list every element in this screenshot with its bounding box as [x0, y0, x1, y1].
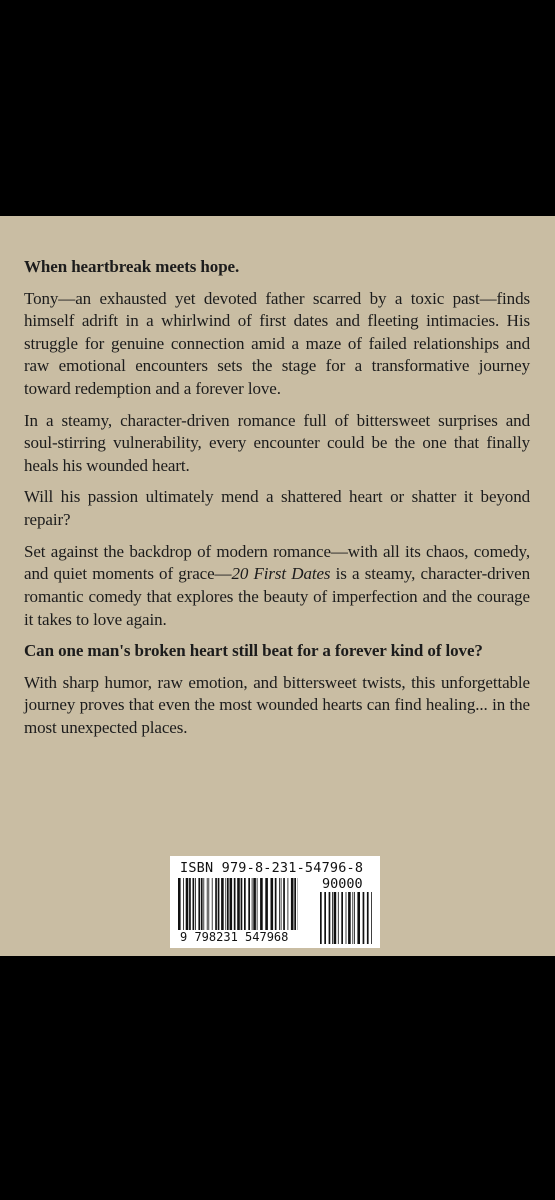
barcode-bar: [189, 878, 191, 930]
barcode-bar: [352, 892, 353, 944]
paragraph-4: [24, 541, 530, 631]
barcode-bar: [234, 878, 236, 930]
barcode-bar: [201, 878, 203, 930]
barcode-bar: [334, 892, 337, 944]
barcode-bar: [227, 878, 229, 930]
barcode-bar: [198, 878, 200, 930]
barcode-bar: [324, 892, 326, 944]
barcode-bar: [186, 878, 189, 930]
paragraph-2: In a steamy, character-driven romance full of bittersweet surprises and soul-stirring vulnerability, every encounter could be the one that finally heals his wounded heart.: [24, 410, 530, 475]
ean-digits: 9 798231 547968: [180, 930, 289, 944]
barcode-bar: [203, 878, 204, 930]
paragraph-3: Will his passion ultimately mend a shattered heart or shatter it beyond repair?: [24, 487, 530, 530]
barcode-bar: [195, 878, 196, 930]
barcode-bar: [367, 892, 369, 944]
barcode-bar: [253, 878, 256, 930]
isbn-label: ISBN 979-8-231-54796-8: [180, 860, 364, 876]
question: Can one man's broken heart still beat for a forever kind of love?: [24, 641, 483, 661]
barcode-bar: [252, 878, 253, 930]
barcode-bar: [208, 878, 209, 930]
barcode-bar: [260, 878, 263, 930]
barcode-bar: [218, 878, 220, 930]
barcode-bar: [288, 878, 289, 930]
barcode-bar: [371, 892, 372, 944]
barcode-bar: [320, 892, 322, 944]
blurb-text: [24, 256, 530, 749]
barcode-bars-addon: [320, 892, 372, 944]
price-code: 90000: [322, 876, 363, 892]
barcode-bar: [193, 878, 195, 930]
barcode-bar: [346, 892, 347, 944]
barcode-bar: [275, 878, 277, 930]
barcode-bars-main: [178, 878, 298, 930]
barcode-bar: [244, 878, 246, 930]
barcode-bar: [183, 878, 184, 930]
barcode-bar: [265, 878, 268, 930]
barcode-bar: [178, 878, 181, 930]
barcode-bar: [329, 892, 331, 944]
barcode-bar: [237, 878, 240, 930]
barcode-bar: [207, 878, 208, 930]
barcode-bar: [212, 878, 213, 930]
barcode-bar: [332, 892, 333, 944]
barcode-bar: [221, 878, 224, 930]
barcode-bar: [215, 878, 217, 930]
paragraph-1: Tony—an exhausted yet devoted father scarred by a toxic past—finds himself adrift in a whirlwind of first dates and fleeting intimacies. His struggle for genuine connection amid a maze of failed relationships and raw emotional encounters sets the stage for a transformative journey toward redemption and a forever love.: [24, 288, 530, 399]
barcode-bar: [241, 878, 243, 930]
barcode-bar: [225, 878, 226, 930]
paragraph-4-end: is a steamy, character-driven romantic comedy that explores the beauty of imperfection and the courage it takes to love again.: [24, 564, 530, 629]
barcode-bar: [294, 878, 296, 930]
barcode-bar: [348, 892, 351, 944]
barcode-bar: [357, 892, 360, 944]
barcode-bar: [281, 878, 282, 930]
book-back-cover: [0, 216, 555, 956]
barcode-bar: [271, 878, 274, 930]
book-title: 20 First Dates: [231, 564, 331, 584]
barcode-bar: [248, 878, 250, 930]
headline: When heartbreak meets hope.: [24, 257, 240, 276]
barcode-bar: [291, 878, 294, 930]
paragraph-4-start: Set against the backdrop of modern romance—with all its chaos, comedy, and quiet moments of grace—: [24, 541, 530, 584]
barcode-bar: [279, 878, 280, 930]
isbn-barcode: [170, 856, 380, 948]
barcode-bar: [230, 878, 233, 930]
barcode-bar: [363, 892, 365, 944]
barcode-bar: [283, 878, 285, 930]
barcode-bar: [341, 892, 343, 944]
barcode-bar: [338, 892, 339, 944]
paragraph-5: With sharp humor, raw emotion, and bittersweet twists, this unforgettable journey proves that even the most wounded hearts can find healing... in the most unexpected places.: [24, 672, 530, 737]
barcode-bar: [354, 892, 355, 944]
barcode-bar: [257, 878, 258, 930]
